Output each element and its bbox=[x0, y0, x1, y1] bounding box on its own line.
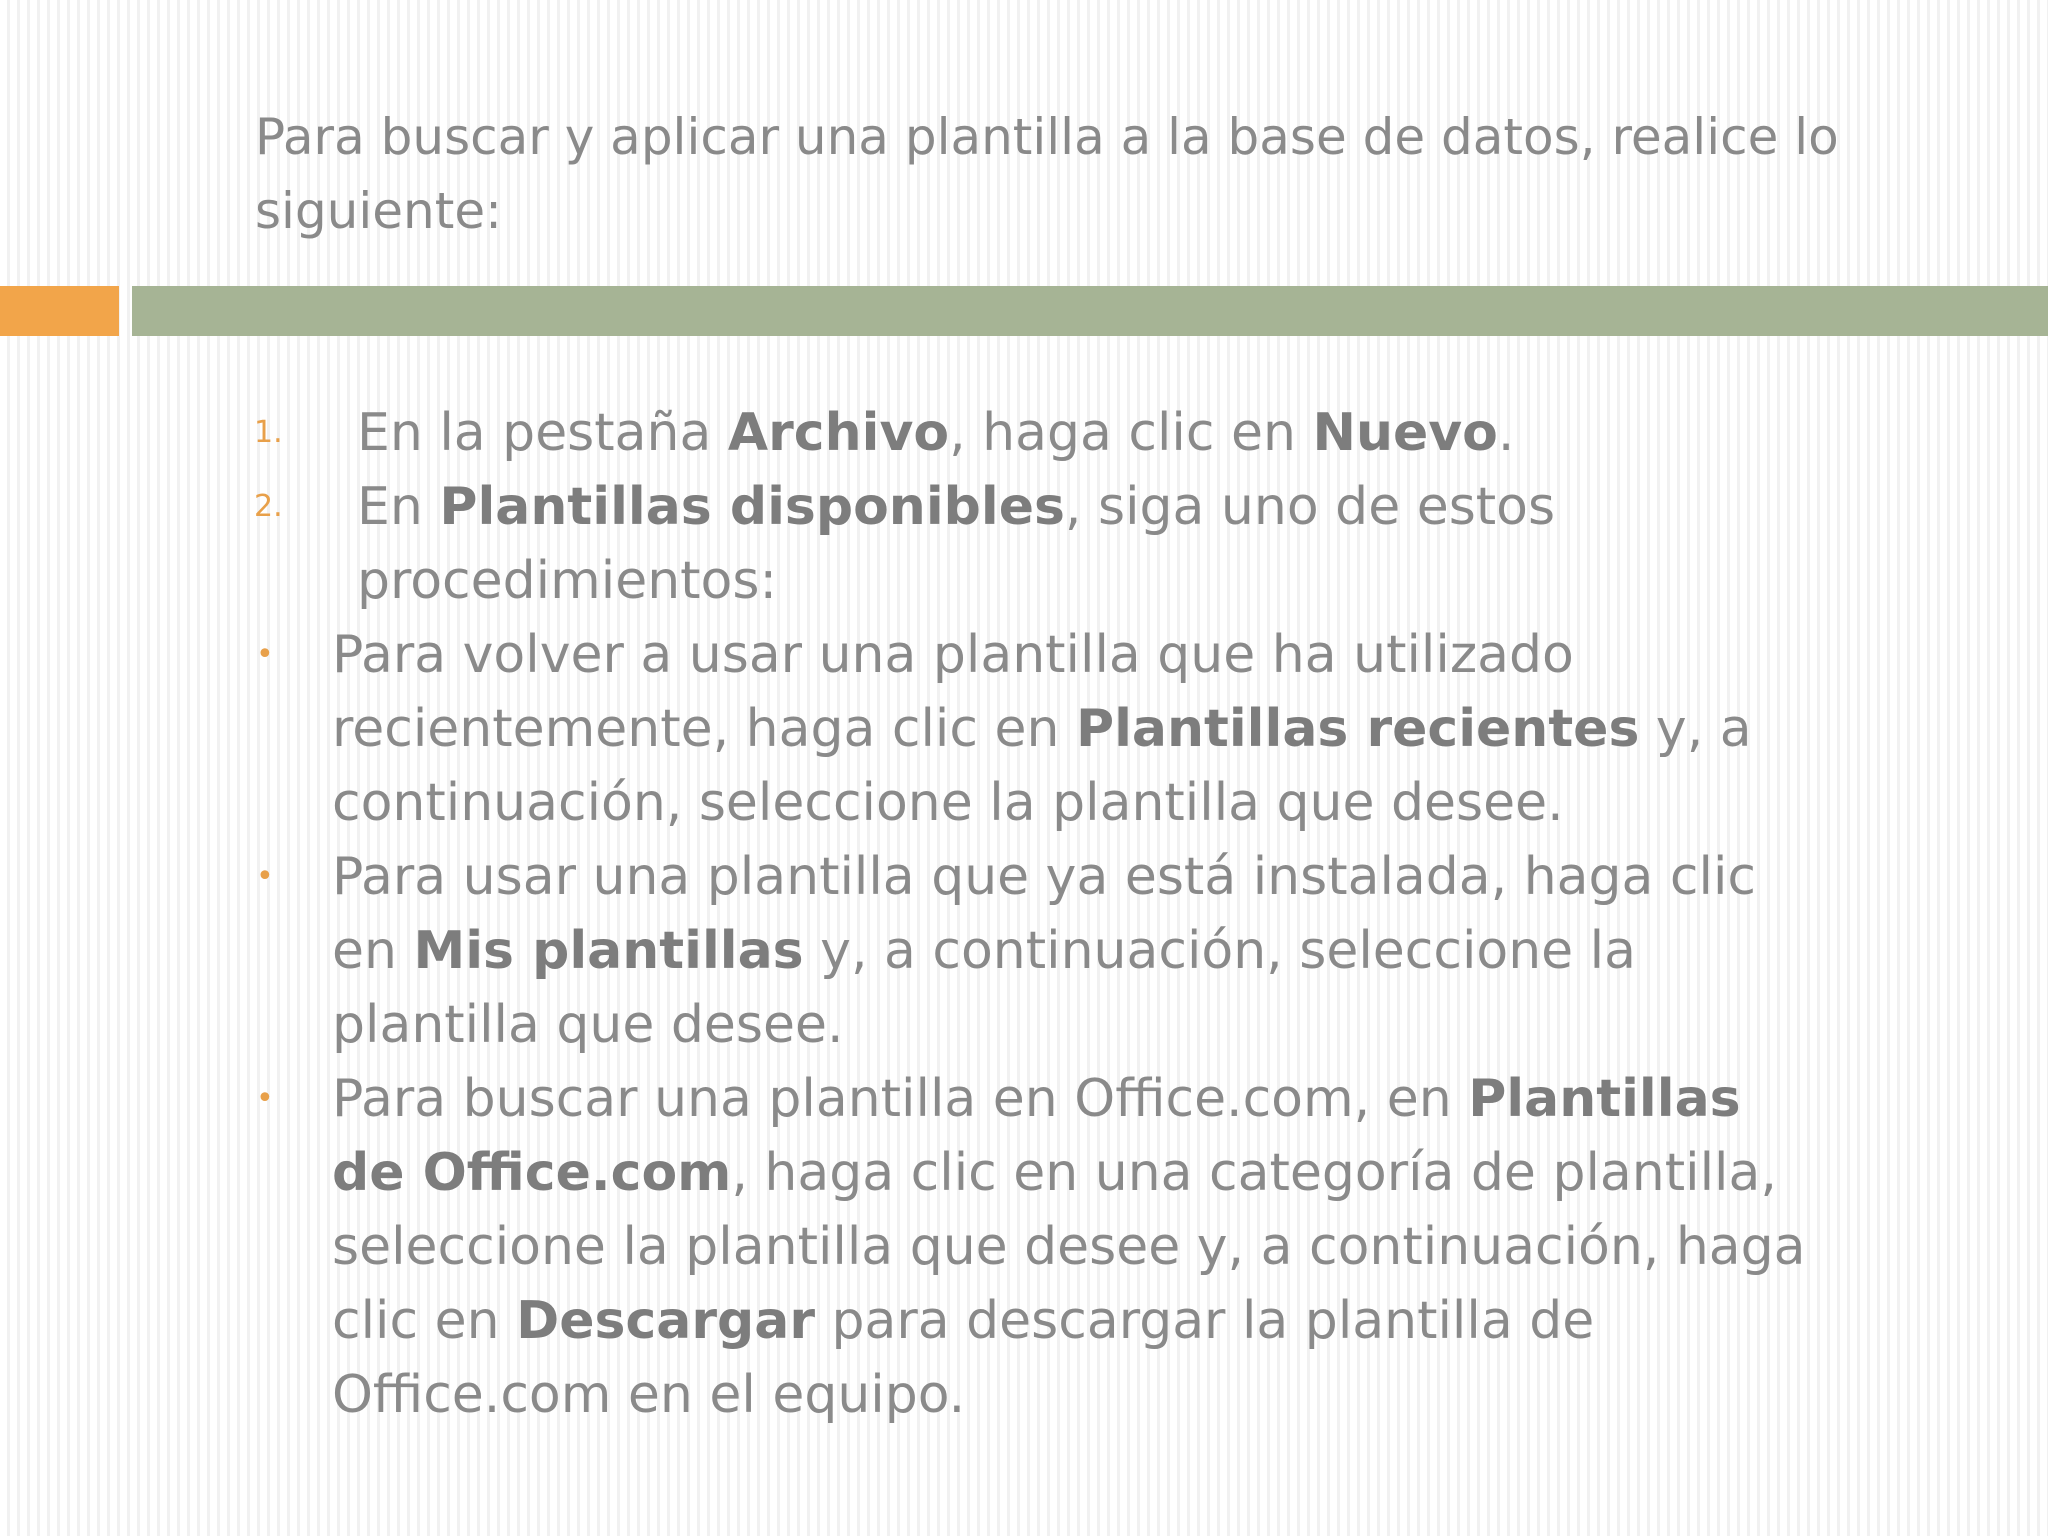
step-text: . bbox=[1497, 403, 1515, 463]
bullet-bold-text: Plantillas recientes bbox=[1075, 699, 1640, 759]
bullet-text: y, a continuación, seleccione la plantilla que desee. bbox=[332, 699, 1752, 833]
slide-content bbox=[250, 396, 1810, 1432]
step-text: En bbox=[357, 477, 440, 537]
step-text: , siga uno de estos procedimientos: bbox=[357, 477, 1556, 611]
bullet-text: Para volver a usar una plantilla que ha utilizado recientemente, haga clic en bbox=[332, 625, 1574, 759]
accent-bar-orange bbox=[0, 286, 119, 336]
step-text: En la pestaña bbox=[357, 403, 728, 463]
bullet-text: y, a continuación, seleccione la plantilla que desee. bbox=[332, 921, 1636, 1055]
bullet-bold-text: Plantillas de Office.com bbox=[332, 1069, 1741, 1203]
bullet-office-templates bbox=[250, 1062, 1810, 1432]
bullet-recent-templates bbox=[250, 618, 1810, 840]
bullet-bold-text: Mis plantillas bbox=[413, 921, 804, 981]
slide-title: Para buscar y aplicar una plantilla a la base de datos, realice lo siguiente: bbox=[255, 108, 1839, 240]
bullet-text: , haga clic en una categoría de plantilla, seleccione la plantilla que desee y, a continuación, haga clic en bbox=[332, 1143, 1806, 1351]
step-2 bbox=[250, 470, 1810, 618]
bullet-text: Para buscar una plantilla en Office.com, en bbox=[332, 1069, 1469, 1129]
bullet-my-templates bbox=[250, 840, 1810, 1062]
accent-bar-green bbox=[132, 286, 2048, 336]
bullet-bold-text: Descargar bbox=[516, 1291, 815, 1351]
bullet-dot-icon: • bbox=[256, 859, 274, 894]
bullet-text: para descargar la plantilla de Office.com en el equipo. bbox=[332, 1291, 1595, 1425]
bullet-dot-icon: • bbox=[256, 637, 274, 672]
step-bold-text: Plantillas disponibles bbox=[439, 477, 1065, 537]
bullet-text: Para usar una plantilla que ya está instalada, haga clic en bbox=[332, 847, 1757, 981]
step-text: , haga clic en bbox=[949, 403, 1313, 463]
step-number: 1. bbox=[254, 415, 283, 450]
step-bold-text: Nuevo bbox=[1312, 403, 1498, 463]
bullet-dot-icon: • bbox=[256, 1081, 274, 1116]
step-number: 2. bbox=[254, 489, 283, 524]
step-bold-text: Archivo bbox=[727, 403, 950, 463]
step-1 bbox=[250, 396, 1810, 470]
